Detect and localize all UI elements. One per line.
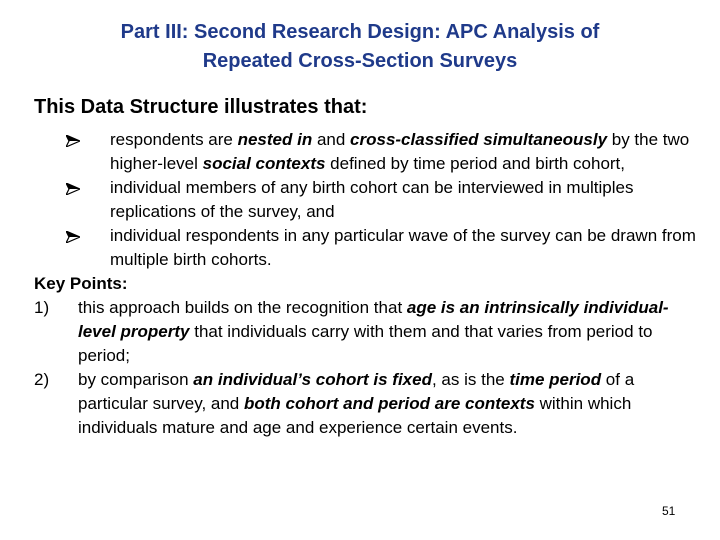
key-point-text [78, 298, 669, 365]
body-text: this approach builds on the recognition that [78, 298, 407, 317]
body-text: of a particular survey, and [78, 370, 635, 413]
bullet-text [110, 178, 633, 221]
slide-body [34, 128, 706, 440]
key-point-number: 1) [34, 298, 50, 317]
section-subheading: This Data Structure illustrates that: [34, 96, 368, 118]
slide-title-line-2: Repeated Cross-Section Surveys [202, 50, 518, 72]
key-point-item [34, 368, 706, 440]
bullet-text [110, 226, 696, 269]
emphasis-text: time period [509, 370, 602, 389]
emphasis-text: nested in [237, 130, 313, 149]
key-point-item [34, 296, 706, 368]
body-text: individual members of any birth cohort can be interviewed in multiples replications of the survey, and [110, 178, 634, 221]
emphasis-text: age is an intrinsically individual-level property [78, 298, 669, 341]
body-text: defined by time period and birth cohort, [325, 154, 626, 173]
emphasis-text: an individual’s cohort is fixed [193, 370, 432, 389]
bullet-item [66, 224, 706, 272]
body-text: and [312, 130, 351, 149]
body-text: by the two higher-level [110, 130, 690, 173]
bullet-list [66, 128, 706, 272]
bullet-text [110, 130, 689, 173]
body-text: within which individuals mature and age and experience certain events. [78, 394, 632, 437]
emphasis-text: both cohort and period are contexts [243, 394, 535, 413]
key-point-text [78, 370, 634, 437]
bullet-item [66, 128, 706, 176]
key-points-list [34, 296, 706, 440]
body-text: individual respondents in any particular wave of the survey can be drawn from multiple birth cohorts. [110, 226, 696, 269]
slide-title-line-1: Part III: Second Research Design: APC Analysis of [120, 21, 600, 43]
body-text: respondents are [110, 130, 238, 149]
body-text: by comparison [78, 370, 194, 389]
emphasis-text: social contexts [202, 154, 326, 173]
emphasis-text: cross-classified simultaneously [350, 130, 608, 149]
page-number: 51 [662, 504, 676, 518]
slide-title [0, 18, 720, 76]
body-text: , as is the [431, 370, 510, 389]
bullet-item [66, 176, 706, 224]
key-points-label: Key Points: [34, 274, 128, 293]
key-point-number: 2) [34, 370, 50, 389]
body-text: that individuals carry with them and that varies from period to period; [78, 322, 653, 365]
